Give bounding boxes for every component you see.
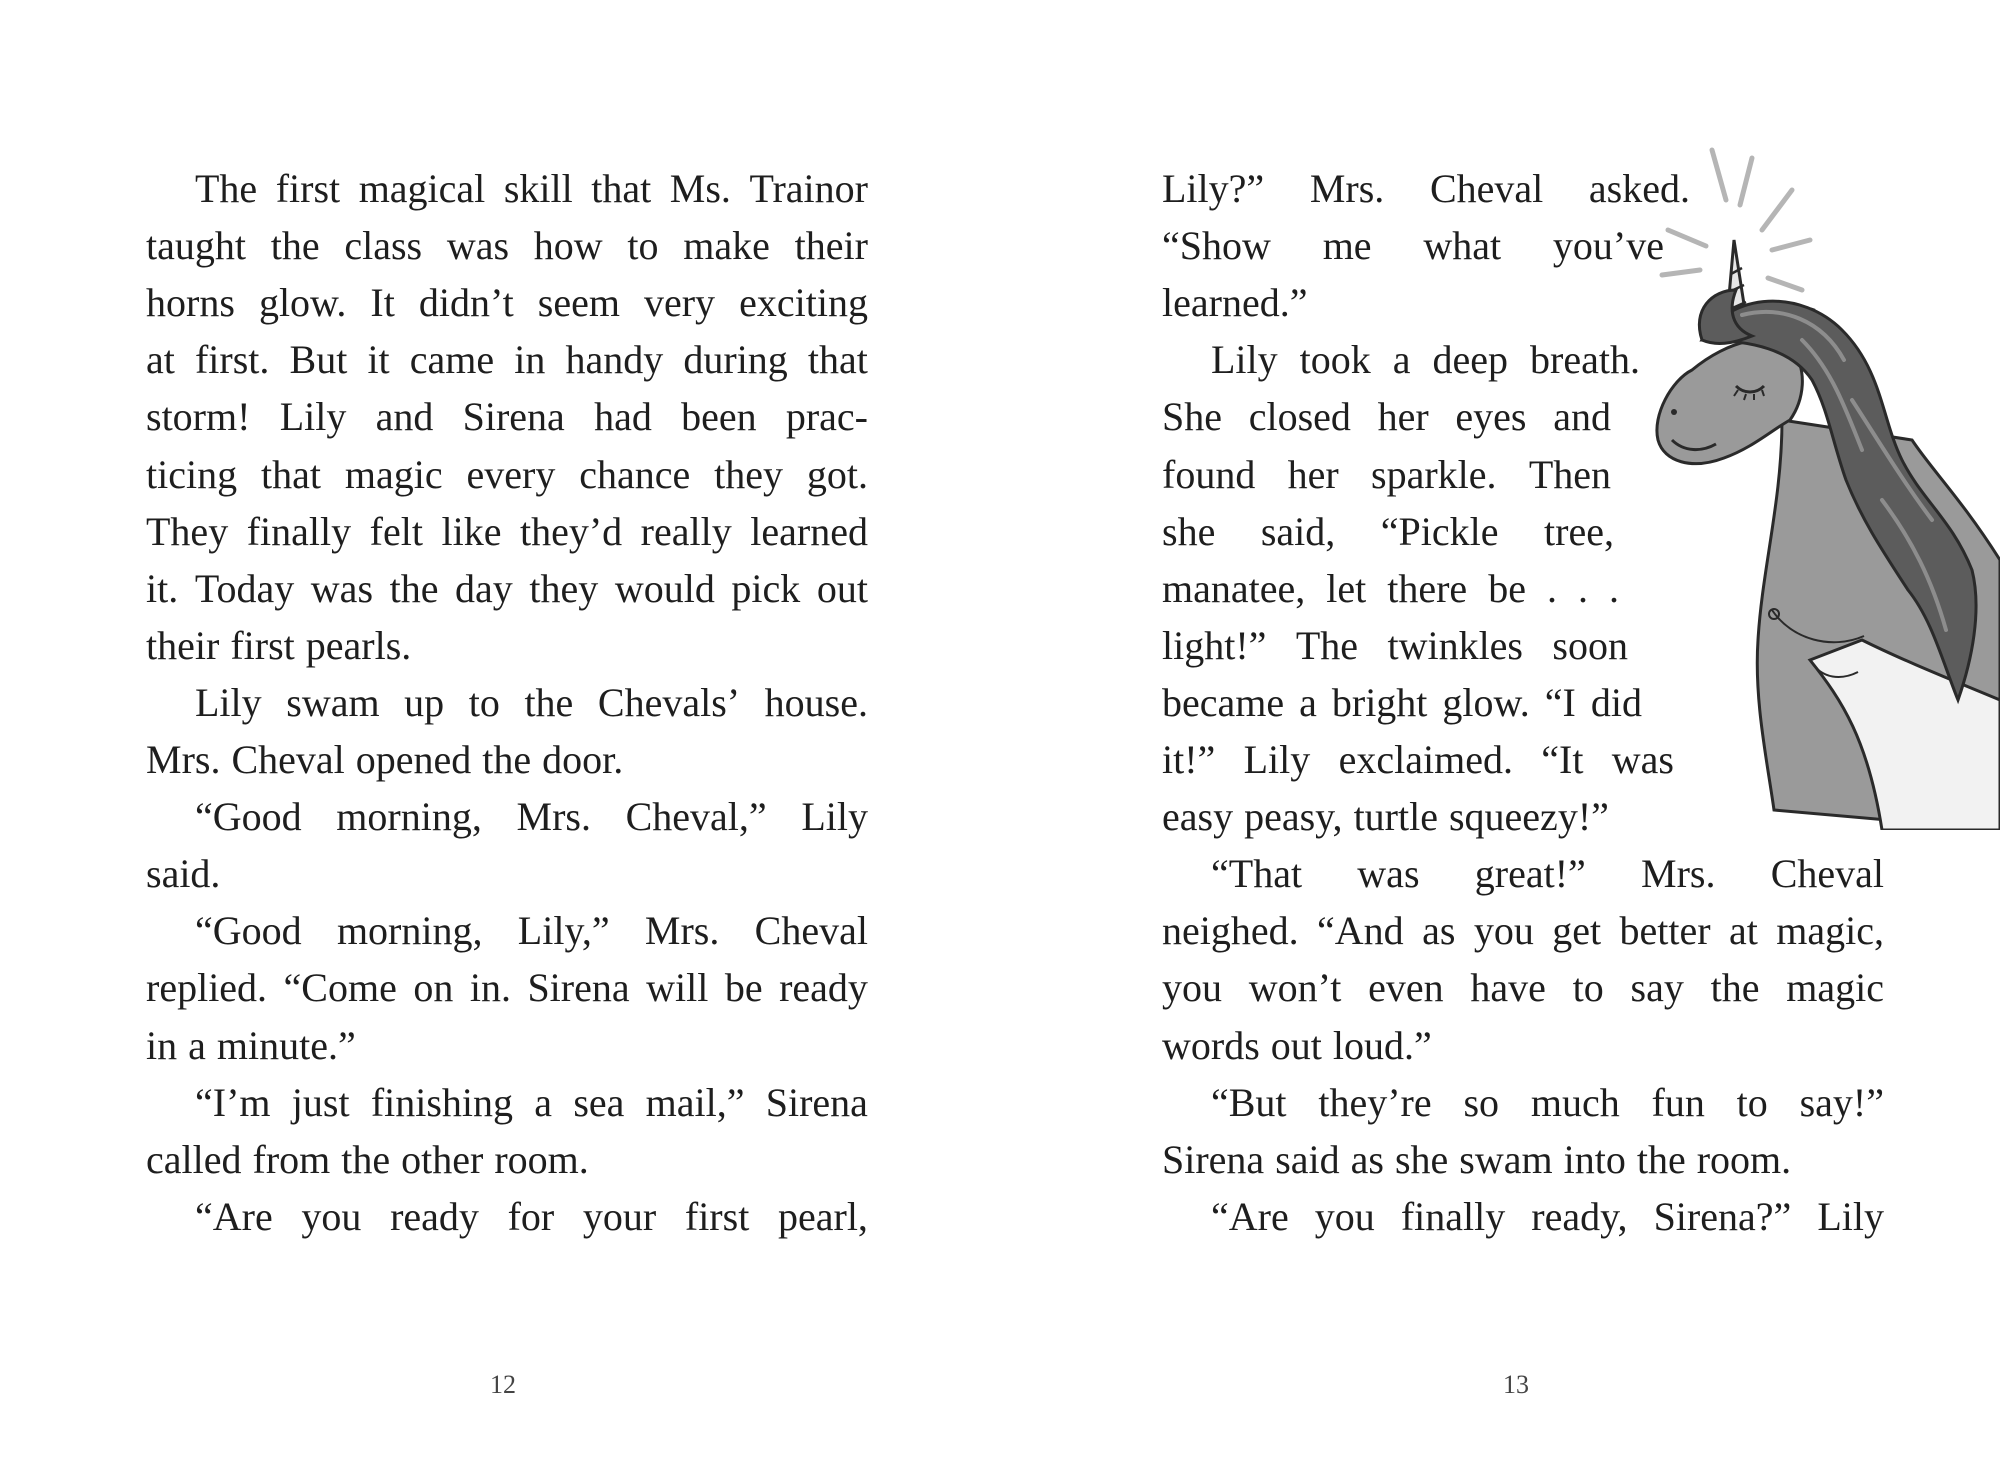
text-line: Lily?” Mrs. Cheval asked. bbox=[1162, 166, 1690, 211]
text-line: in a minute.” bbox=[146, 1022, 356, 1068]
unicorn-portrait-icon bbox=[1632, 140, 2000, 830]
text-line: you won’t even have to say the magic bbox=[1162, 965, 1884, 1011]
page-number-left: 12 bbox=[490, 1370, 516, 1399]
text-line: light!” The twinkles soon bbox=[1162, 622, 1628, 668]
text-line: “Show me what you’ve bbox=[1162, 223, 1664, 269]
text-line: replied. “Come on in. Sirena will be ready bbox=[146, 965, 868, 1011]
text-line: They finally felt like they’d really learned bbox=[146, 508, 868, 554]
text-line: “Good morning, Mrs. Cheval,” Lily bbox=[195, 794, 868, 840]
text-line: “Are you ready for your first pearl, bbox=[195, 1193, 868, 1239]
text-line: learned.” bbox=[1162, 280, 1308, 326]
text-line: “But they’re so much fun to say!” bbox=[1211, 1079, 1884, 1125]
text-line: horns glow. It didn’t seem very exciting bbox=[146, 280, 868, 326]
text-line: neighed. “And as you get better at magic, bbox=[1162, 908, 1884, 954]
text-line: at first. But it came in handy during that bbox=[146, 337, 868, 383]
text-line: Lily swam up to the Chevals’ house. bbox=[195, 679, 868, 725]
text-line: Sirena said as she swam into the room. bbox=[1162, 1136, 1792, 1182]
text-line: it!” Lily exclaimed. “It was bbox=[1162, 737, 1674, 782]
text-line: taught the class was how to make their bbox=[146, 223, 868, 269]
text-line: found her sparkle. Then bbox=[1162, 451, 1611, 497]
text-line: Mrs. Cheval opened the door. bbox=[146, 737, 624, 782]
text-line: “Are you finally ready, Sirena?” Lily bbox=[1211, 1193, 1884, 1239]
text-line: called from the other room. bbox=[146, 1136, 589, 1182]
text-line: “That was great!” Mrs. Cheval bbox=[1211, 851, 1884, 897]
text-line: became a bright glow. “I did bbox=[1162, 679, 1642, 725]
text-line: Lily took a deep breath. bbox=[1211, 337, 1640, 383]
text-line: manatee, let there be . . . bbox=[1162, 565, 1619, 611]
text-line: The first magical skill that Ms. Trainor bbox=[195, 166, 868, 211]
text-line: “I’m just finishing a sea mail,” Sirena bbox=[195, 1079, 868, 1125]
text-line: she said, “Pickle tree, bbox=[1162, 508, 1614, 554]
text-line: their first pearls. bbox=[146, 622, 412, 668]
text-line: said. bbox=[146, 851, 221, 897]
text-line: easy peasy, turtle squeezy!” bbox=[1162, 794, 1609, 840]
text-line: words out loud.” bbox=[1162, 1022, 1432, 1068]
text-line: it. Today was the day they would pick out bbox=[146, 565, 868, 611]
page-number-right: 13 bbox=[1503, 1370, 1529, 1399]
text-line: “Good morning, Lily,” Mrs. Cheval bbox=[195, 908, 868, 954]
text-line: ticing that magic every chance they got. bbox=[146, 451, 868, 497]
text-line: storm! Lily and Sirena had been prac- bbox=[146, 394, 868, 440]
text-line: She closed her eyes and bbox=[1162, 394, 1611, 440]
